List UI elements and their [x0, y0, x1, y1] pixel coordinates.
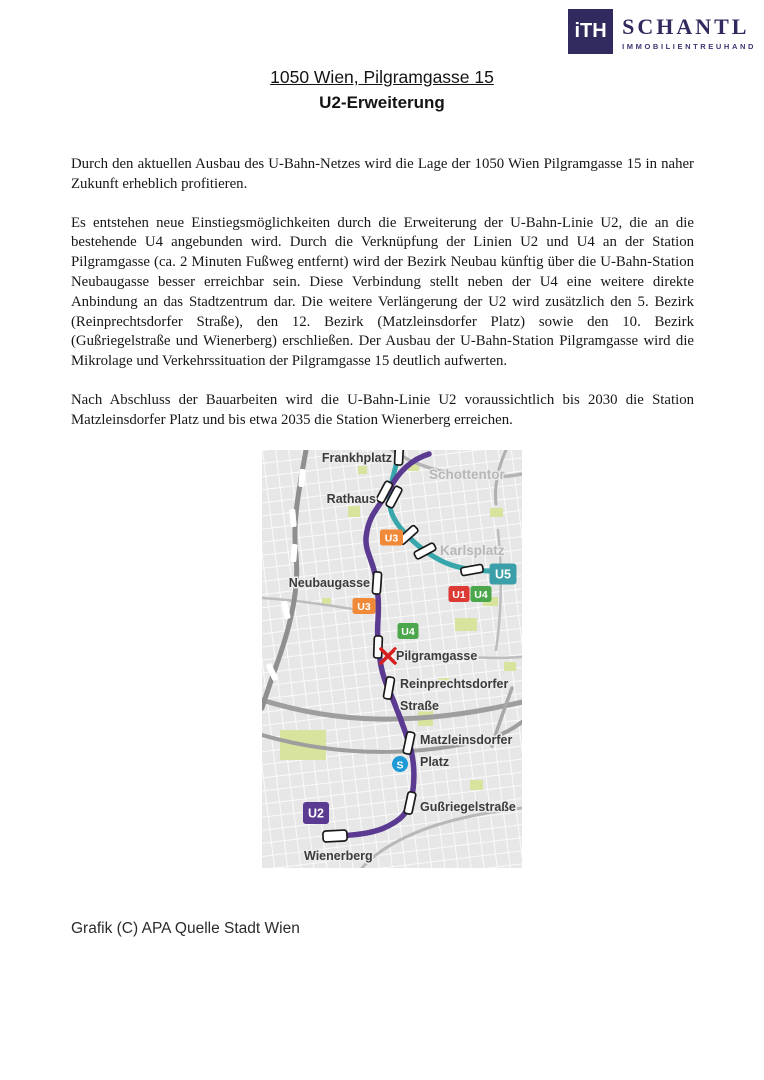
paragraph-1: Durch den aktuellen Ausbau des U-Bahn-Netzes wird die Lage der 1050 Wien Pilgramgasse 15 in naher Zukunft erheblich profitieren. [71, 156, 694, 192]
map-label-schottentor: Schottentor [429, 467, 505, 482]
body-text [71, 155, 694, 450]
svg-text:U3: U3 [384, 532, 399, 545]
station-marker-pilgramgasse [374, 636, 383, 658]
map-label-pilgramgasse: Pilgramgasse [396, 649, 478, 663]
brand-tagline: IMMOBILIENTREUHAND [622, 42, 756, 51]
page-title: 1050 Wien, Pilgramgasse 15 [270, 67, 494, 87]
svg-text:S: S [396, 759, 404, 772]
station-marker-neubaugasse [372, 572, 382, 595]
u4-badge-pilgramgasse [398, 623, 419, 639]
u1-badge [449, 586, 470, 602]
u5-badge [490, 564, 517, 585]
map-label-gussriegelstrasse: Gußriegelstraße [420, 800, 516, 814]
svg-text:U4: U4 [474, 589, 488, 601]
map-label-matzleinsdorfer-2: Platz [420, 755, 450, 769]
u3-badge-upper [380, 530, 403, 546]
ith-logo-mark: iTH [574, 20, 607, 42]
company-logo [568, 9, 756, 54]
subway-map-svg [262, 450, 522, 868]
logo-text [622, 9, 756, 51]
u4-badge-karlsplatz [471, 586, 492, 602]
map-label-wienerberg: Wienerberg [304, 849, 373, 863]
paragraph-2: Es entstehen neue Einstiegsmöglichkeiten durch die Erweiterung der U-Bahn-Linie U2, die an die bestehende U4 angebunden wird. Durch die Verknüpfung der Linien U2 und U4 an der Station Pilgramgasse (ca. 2 Minuten Fußweg entfernt) wird der Bezirk Neubau künftig über die U-Bahn-Station Neubaugasse besser erreichbar sein. Diese Verbindung stellt neben der U4 eine weitere direkte Anbindung an das Stadtzentrum dar. Die weitere Verlängerung der U2 wird zusätzlich den 5. Bezirk (Reinprechtsdorfer Straße), den 12. Bezirk (Matzleinsdorfer Platz) sowie den 10. Bezirk (Gußriegelstraße und Wienerberg) erschließen. Der Ausbau der U-Bahn-Station Pilgramgasse wird die Mikrolage und Verkehrssituation der Pilgramgasse 15 deutlich aufwerten. [71, 214, 694, 370]
brand-name: SCHANTL [622, 14, 750, 39]
station-marker-frankhplatz [394, 450, 403, 465]
page-subtitle: U2-Erweiterung [319, 93, 445, 112]
map-label-rathaus: Rathaus [326, 492, 376, 506]
map-label-karlsplatz: Karlsplatz [440, 543, 505, 558]
subway-map-image [262, 450, 522, 868]
ith-logo-icon [568, 9, 613, 54]
image-credit: Grafik (C) APA Quelle Stadt Wien [71, 920, 300, 937]
svg-text:U3: U3 [357, 601, 371, 613]
svg-text:U1: U1 [452, 589, 466, 601]
map-label-reinprechtsdorfer-2: Straße [400, 699, 439, 713]
u3-badge-lower [353, 598, 376, 614]
map-label-reinprechtsdorfer-1: Reinprechtsdorfer [400, 677, 509, 691]
svg-text:U5: U5 [495, 567, 511, 582]
svg-text:U2: U2 [308, 806, 324, 821]
map-label-frankhplatz: Frankhplatz [321, 451, 392, 465]
u2-badge [303, 802, 329, 824]
map-label-neubaugasse: Neubaugasse [288, 576, 370, 590]
sbahn-icon [392, 756, 408, 772]
title-block [0, 67, 764, 113]
paragraph-3: Nach Abschluss der Bauarbeiten wird die U-Bahn-Linie U2 voraussichtlich bis 2030 die Station Matzleinsdorfer Platz und bis etwa 2035 die Station Wienerberg erreichen. [71, 391, 694, 428]
map-label-matzleinsdorfer-1: Matzleinsdorfer [420, 733, 513, 747]
station-marker-wienerberg-terminal [323, 830, 348, 842]
svg-text:U4: U4 [401, 626, 415, 638]
